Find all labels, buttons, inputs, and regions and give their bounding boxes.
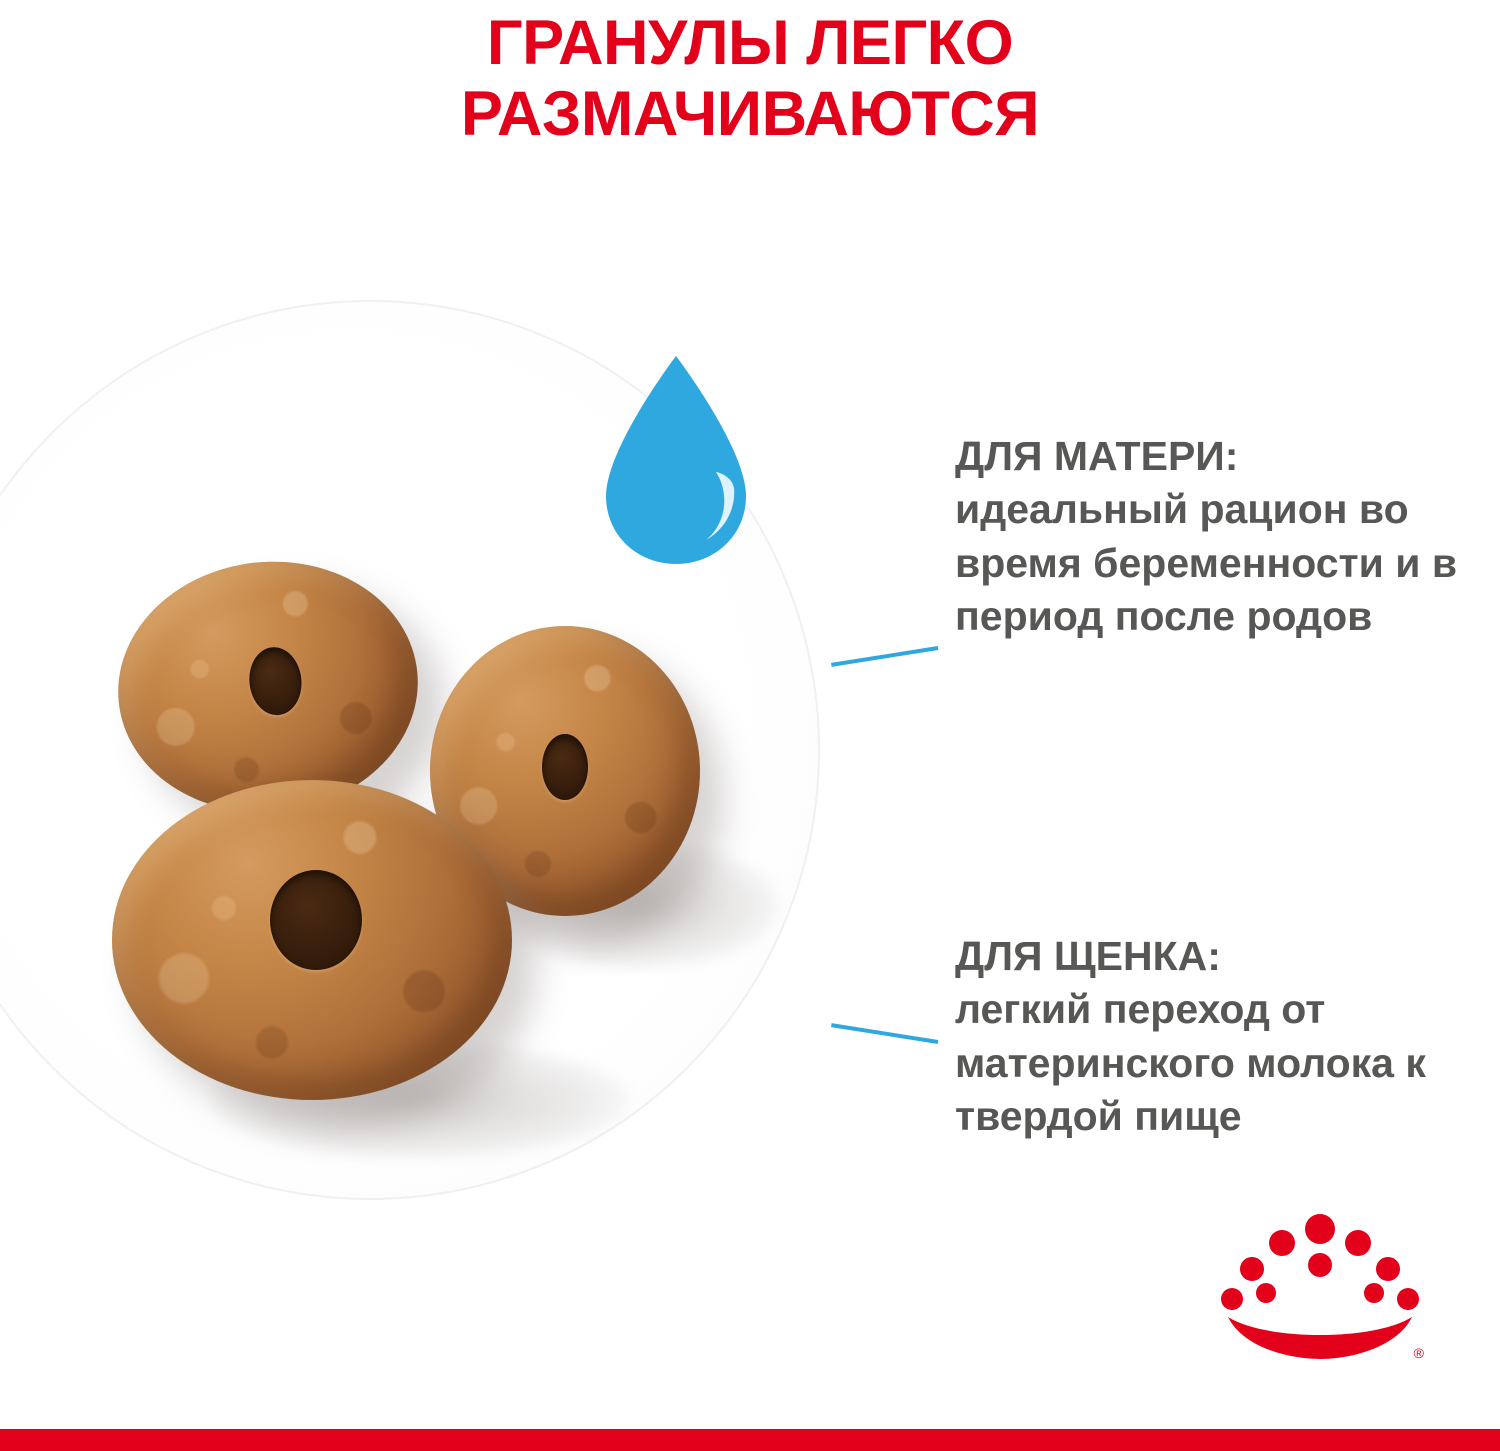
callout-puppy — [955, 930, 1475, 1143]
leader-line-mother — [831, 646, 938, 667]
callout-mother — [955, 430, 1475, 643]
kibble-icon — [112, 780, 512, 1100]
callout-mother-body: идеальный рацион во время беременности и в период после родов — [955, 486, 1458, 639]
callout-puppy-heading: ДЛЯ ЩЕНКА: — [955, 933, 1221, 979]
registered-mark: ® — [1413, 1345, 1424, 1361]
leader-line-puppy — [831, 1023, 938, 1044]
kibble-hole — [542, 734, 588, 800]
kibble-hole — [270, 870, 362, 970]
kibble-group — [100, 540, 740, 1120]
water-drop-icon — [598, 352, 754, 568]
page-title — [0, 8, 1500, 149]
page-title-line-2: РАЗМАЧИВАЮТСЯ — [460, 78, 1040, 149]
page-title-line-1: ГРАНУЛЫ ЛЕГКО — [486, 8, 1014, 78]
kibble-hole — [246, 645, 305, 718]
callout-mother-heading: ДЛЯ МАТЕРИ: — [955, 433, 1239, 479]
bottom-accent-bar — [0, 1429, 1500, 1451]
royal-canin-crown-logo — [1220, 1213, 1424, 1363]
callout-puppy-body: легкий переход от материнского молока к твердой пище — [955, 986, 1426, 1139]
